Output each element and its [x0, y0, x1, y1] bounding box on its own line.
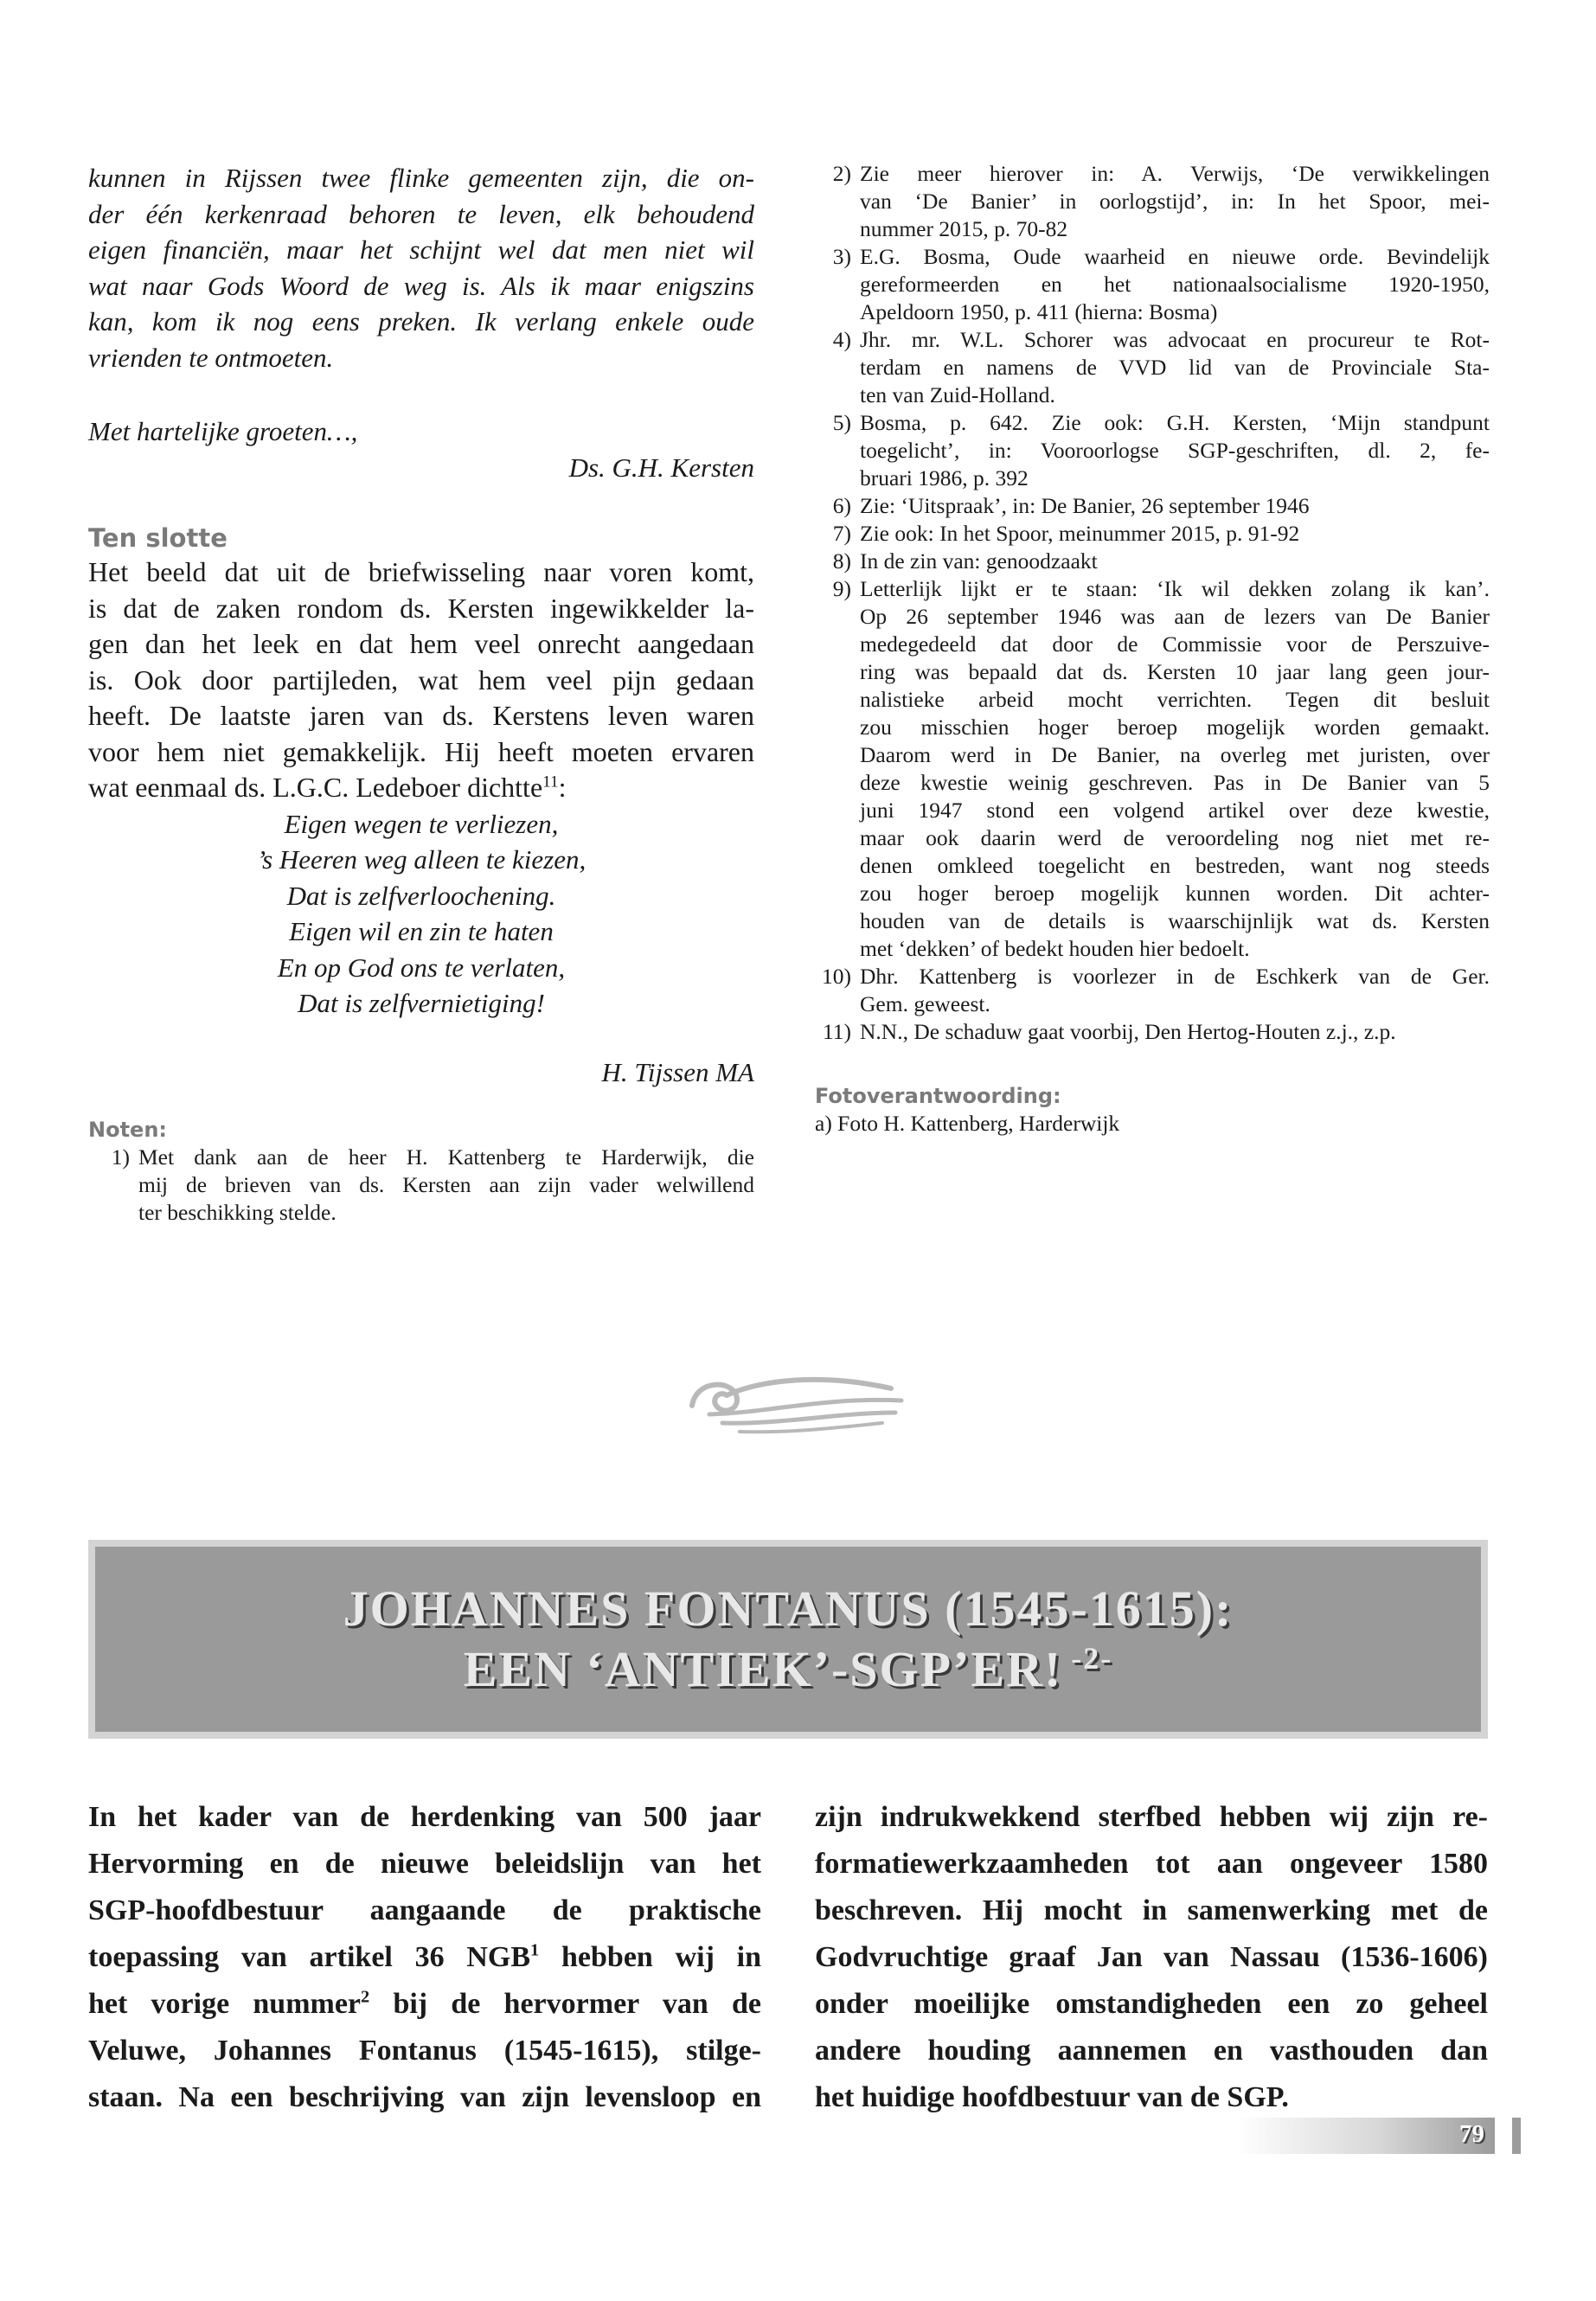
intro-line: Hervorming en de nieuwe beleidslijn van het — [88, 1848, 761, 1880]
footnote-number: 10) — [822, 964, 851, 989]
footnote-number: 11) — [822, 1019, 851, 1044]
intro-line: formatiewerkzaamheden tot aan ongeveer 1580 — [815, 1848, 1488, 1880]
footnote-line: Bosma, p. 642. Zie ook: G.H. Kersten, ‘Mijn standpunt — [860, 410, 1490, 435]
intro-text: toepassing van artikel 36 NGB — [88, 1941, 531, 1973]
intro-text: het vorige nummer — [88, 1988, 362, 2020]
footnote-line: denen omkleed toegelicht en bestreden, want nog steeds — [860, 853, 1490, 878]
footnote-text — [860, 548, 1490, 575]
footnote — [815, 963, 1490, 1018]
footnote-text — [860, 409, 1490, 492]
section-heading-ten-slotte: Ten slotte — [88, 523, 228, 553]
right-column — [815, 160, 1490, 1138]
author-signature: H. Tijssen MA — [601, 1056, 754, 1087]
footnote-text — [860, 963, 1490, 1018]
footnote — [815, 326, 1490, 409]
article-part-number: -2- — [1071, 1640, 1113, 1676]
footnote-line: zou hoger beroep mogelijk kunnen worden. Dit achter- — [860, 881, 1490, 906]
intro-line: Veluwe, Johannes Fontanus (1545-1615), stilge- — [88, 2035, 761, 2067]
footnote-line: N.N., De schaduw gaat voorbij, Den Hertog-Houten z.j., z.p. — [860, 1019, 1396, 1044]
footnote-line: E.G. Bosma, Oude waarheid en nieuwe orde. Bevindelijk — [860, 244, 1490, 269]
article-title-line-2 — [464, 1639, 1113, 1700]
footnote — [815, 492, 1490, 520]
footnote-line: deze kwestie weinig geschreven. Pas in De Banier van 5 — [860, 770, 1490, 795]
poem-line: Eigen wegen te verliezen, — [284, 808, 559, 839]
footnote-line: Daarom werd in De Banier, na overleg met juristen, over — [860, 742, 1490, 767]
footnote-line: Gem. geweest. — [860, 991, 990, 1016]
footnote — [815, 575, 1490, 963]
footnote-ref: 1 — [530, 1940, 540, 1960]
footnote-number: 1) — [111, 1144, 130, 1170]
footnote — [815, 160, 1490, 243]
article-title-line-1: JOHANNES FONTANUS (1545-1615): — [343, 1580, 1234, 1637]
footnote-line: ring was bepaald dat ds. Kersten 10 jaar lang geen jour- — [860, 659, 1490, 684]
intro-line: In het kader van de herdenking van 500 jaar — [88, 1801, 761, 1833]
intro-line: zijn indrukwekkend sterfbed hebben wij zijn re- — [815, 1801, 1488, 1833]
poem-line: ’s Heeren weg alleen te kiezen, — [256, 844, 586, 875]
footnote-number: 8) — [832, 548, 851, 574]
poem-line: Dat is zelfvernietiging! — [298, 988, 545, 1018]
footnote-line: bruari 1986, p. 392 — [860, 465, 1029, 490]
footnote-line: met ‘dekken’ of bedekt houden hier bedoelt. — [860, 936, 1250, 961]
intro-line: SGP-hoofdbestuur aangaande de praktische — [88, 1894, 761, 1926]
photo-credit-line: a) Foto H. Kattenberg, Harderwijk — [815, 1111, 1120, 1136]
footnote-text — [860, 520, 1490, 548]
footnote-line: ten van Zuid-Holland. — [860, 382, 1055, 407]
paragraph-line: is. Ook door partijleden, wat hem veel pijn gedaan — [88, 663, 754, 695]
intro-line: Godvruchtige graaf Jan van Nassau (1536-1606) — [815, 1941, 1488, 1973]
paragraph-line: voor hem niet gemakkelijk. Hij heeft moeten ervaren — [88, 735, 754, 767]
footnote-line: Op 26 september 1946 was aan de lezers van De Banier — [860, 604, 1490, 629]
footnote-line: Zie ook: In het Spoor, meinummer 2015, p. 91-92 — [860, 521, 1300, 546]
footnote-line: juni 1947 stond een volgend artikel over deze kwestie, — [860, 798, 1490, 823]
poem-line: Eigen wil en zin te haten — [289, 916, 554, 946]
page-number-bar — [1237, 2118, 1495, 2154]
footnote-line: zou misschien hoger beroep mogelijk worden gemaakt. — [860, 715, 1490, 740]
intro-line: het huidige hoofdbestuur van de SGP. — [815, 2081, 1289, 2113]
letter-line: eigen financiën, maar het schijnt wel dat men niet wil — [88, 234, 754, 265]
footnote-ref: 11 — [542, 772, 559, 792]
letter-greeting: Met hartelijke groeten…, — [88, 416, 358, 446]
letter-line: kan, kom ik nog eens preken. Ik verlang enkele oude — [88, 306, 754, 336]
article-title-text: EEN ‘ANTIEK’-SGP’ER! — [463, 1641, 1063, 1697]
letter-excerpt — [88, 160, 754, 485]
paragraph-text: wat eenmaal ds. L.G.C. Ledeboer dichtte — [88, 772, 543, 803]
footnote-line: van ‘De Banier’ in oorlogstijd’, in: In het Spoor, mei- — [860, 189, 1490, 214]
letter-line: der één kerkenraad behoren te leven, elk behoudend — [88, 198, 754, 229]
paragraph-line — [88, 770, 754, 806]
footnote-line: Letterlijk lijkt er te staan: ‘Ik wil dekken zolang ik kan’. — [860, 576, 1490, 601]
poem — [88, 806, 754, 1091]
footnote — [88, 1144, 754, 1227]
intro-line: onder moeilijke omstandigheden een zo geheel — [815, 1988, 1488, 2020]
footnote-text — [860, 1018, 1490, 1046]
swirl-ornament-icon — [675, 1362, 921, 1440]
letter-line: kunnen in Rijssen twee flinke gemeenten zijn, die on- — [88, 163, 754, 193]
footnote-line: maar ook daarin werd de veroordeling nog niet met re- — [860, 825, 1490, 850]
footnote-line: Apeldoorn 1950, p. 411 (hierna: Bosma) — [860, 299, 1218, 324]
footnote-line: toegelicht’, in: Vooroorlogse SGP-geschriften, dl. 2, fe- — [860, 438, 1490, 463]
footnote-line: nalistieke arbeid mocht verrichten. Tegen dit besluit — [860, 687, 1490, 712]
footnote-text — [860, 160, 1490, 243]
page-number: 79 — [1459, 2120, 1484, 2148]
footnote-number: 7) — [832, 521, 851, 546]
notes-heading: Noten: — [88, 1118, 168, 1142]
intro-text: hebben wij in — [539, 1941, 761, 1973]
footnote — [815, 243, 1490, 326]
intro-line: andere houding aannemen en vasthouden dan — [815, 2035, 1488, 2067]
letter-signature: Ds. G.H. Kersten — [568, 452, 754, 483]
intro-left-column — [88, 1794, 761, 2121]
intro-line: beschreven. Hij mocht in samenwerking met de — [815, 1894, 1488, 1926]
footnote — [815, 548, 1490, 575]
footnote-number: 6) — [832, 493, 851, 518]
article-title-panel — [95, 1547, 1481, 1732]
footnote-line: In de zin van: genoodzaakt — [860, 548, 1098, 574]
intro-right-column — [815, 1794, 1488, 2121]
footnote-line: mij de brieven van ds. Kersten aan zijn vader welwillend — [138, 1172, 754, 1197]
paragraph-text: : — [558, 772, 567, 803]
footnote-number: 9) — [832, 576, 851, 601]
footnote — [815, 520, 1490, 548]
paragraph-line: Het beeld dat uit de briefwisseling naar voren komt, — [88, 556, 754, 587]
footnote-line: Zie meer hierover in: A. Verwijs, ‘De verwikkelingen — [860, 161, 1490, 186]
footnote-line: houden van de details is waarschijnlijk wat ds. Kersten — [860, 908, 1490, 933]
footnote-number: 2) — [832, 161, 851, 186]
intro-line — [88, 1934, 761, 1981]
intro-line: staan. Na een beschrijving van zijn levensloop en — [88, 2081, 761, 2113]
footnote-text — [138, 1144, 754, 1227]
page-number-bar-end — [1512, 2118, 1521, 2154]
footnote-text — [860, 243, 1490, 326]
footnote-line: nummer 2015, p. 70-82 — [860, 216, 1068, 241]
paragraph-line: is dat de zaken rondom ds. Kersten ingewikkelder la- — [88, 592, 754, 624]
footnote-line: terdam en namens de VVD lid van de Provinciale Sta- — [860, 355, 1490, 380]
article-title-banner — [88, 1540, 1488, 1739]
footnote-number: 5) — [832, 410, 851, 435]
footnote-ref: 2 — [361, 1987, 370, 2007]
letter-line: wat naar Gods Woord de weg is. Als ik maar enigszins — [88, 270, 754, 301]
footnote-number: 3) — [832, 244, 851, 269]
photo-credits-heading: Fotoverantwoording: — [815, 1084, 1061, 1108]
paragraph-line: heeft. De laatste jaren van ds. Kerstens leven waren — [88, 700, 754, 731]
footnote-line: Jhr. mr. W.L. Schorer was advocaat en procureur te Rot- — [860, 327, 1490, 352]
poem-line: Dat is zelfverloochening. — [286, 880, 556, 911]
footnote-line: gereformeerden en het nationaalsocialisme 1920-1950, — [860, 272, 1490, 297]
letter-line: vrienden te ontmoeten. — [88, 342, 334, 373]
footnote-number: 4) — [832, 327, 851, 352]
footnote-line: medegedeeld dat door de Commissie voor de Perszuive- — [860, 631, 1490, 657]
footnote — [815, 1018, 1490, 1046]
footnotes-list — [815, 160, 1490, 1046]
footnote-line: Met dank aan de heer H. Kattenberg te Harderwijk, die — [138, 1144, 754, 1170]
left-column — [88, 160, 754, 1227]
footnote-line: ter beschikking stelde. — [138, 1200, 337, 1225]
footnote — [815, 409, 1490, 492]
paragraph-line: gen dan het leek en dat hem veel onrecht aangedaan — [88, 628, 754, 659]
intro-line — [88, 1981, 761, 2028]
footnote-text — [860, 575, 1490, 963]
intro-text: bij de hervormer van de — [369, 1988, 761, 2020]
footnote-line: Dhr. Kattenberg is voorlezer in de Eschkerk van de Ger. — [860, 964, 1490, 989]
footnote-text — [860, 492, 1490, 520]
poem-line: En op God ons te verlaten, — [277, 952, 566, 983]
conclusion-paragraph — [88, 554, 754, 806]
footnote-line: Zie: ‘Uitspraak’, in: De Banier, 26 september 1946 — [860, 493, 1310, 518]
footnote-text — [860, 326, 1490, 409]
